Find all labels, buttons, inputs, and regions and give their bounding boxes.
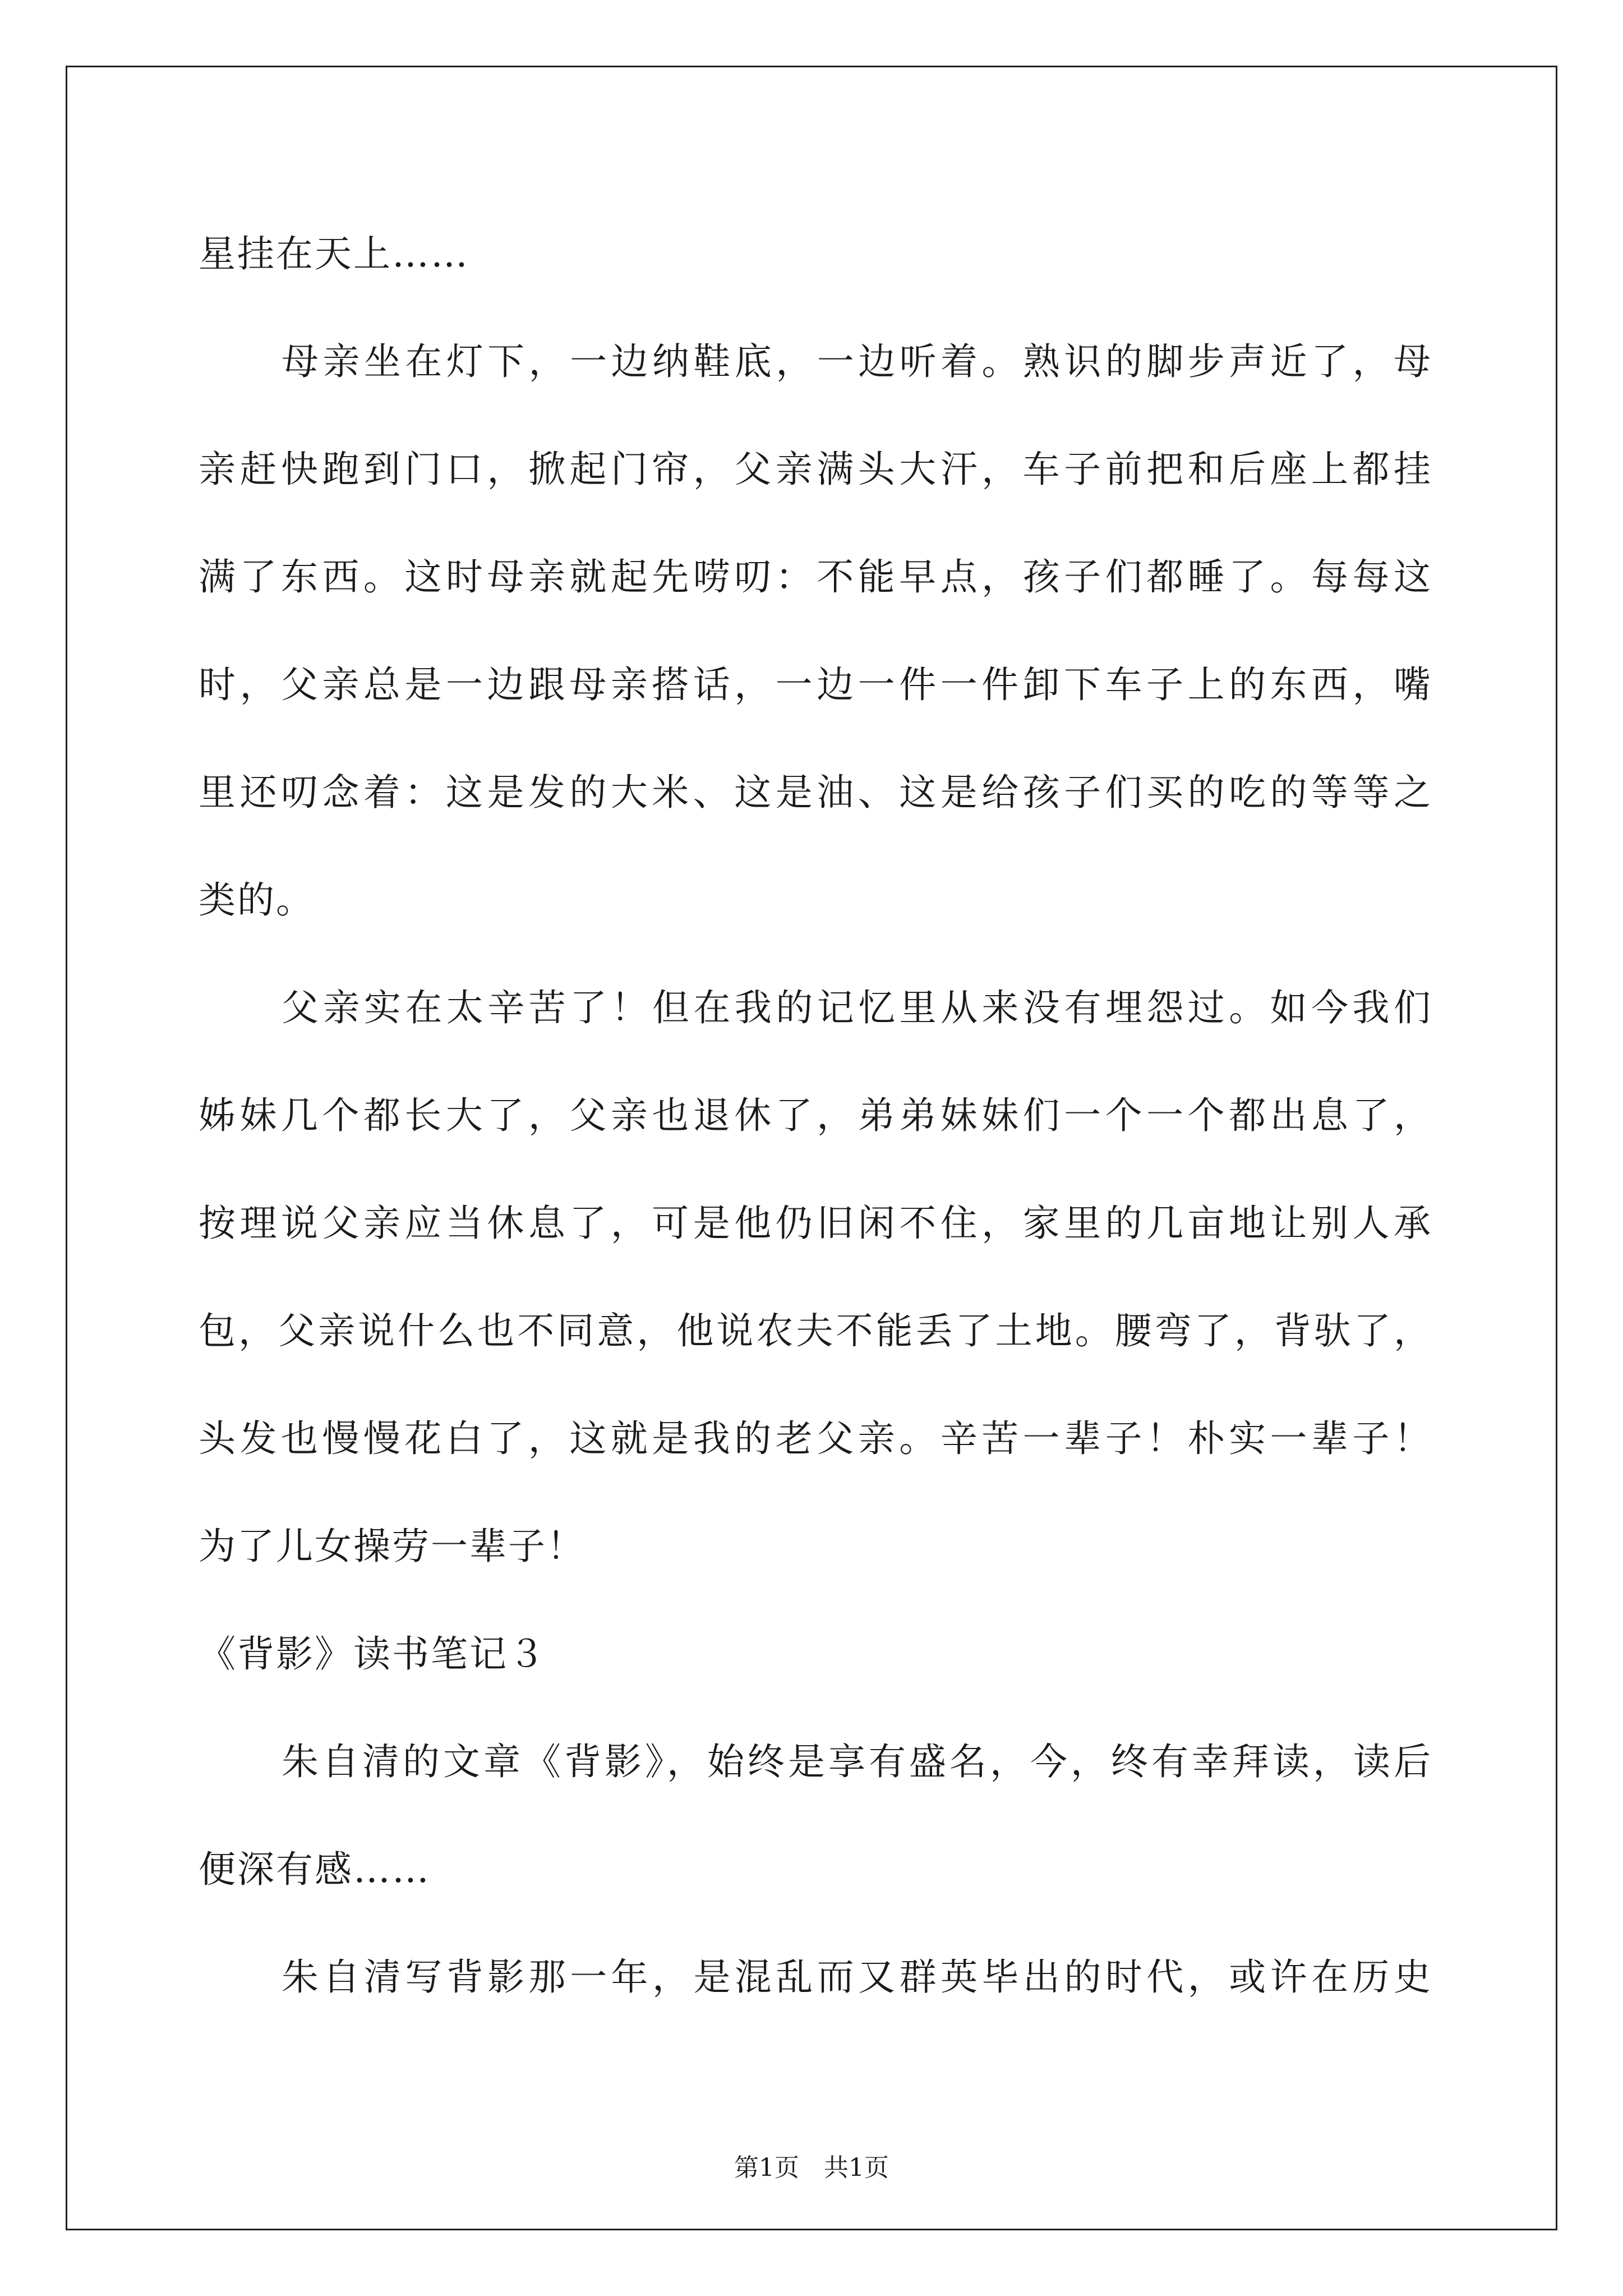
text-line: 母亲坐在灯下，一边纳鞋底，一边听着。熟识的脚步声近了，母	[282, 340, 1432, 383]
text-line: 朱自清写背影那一年，是混乱而又群英毕出的时代，或许在历史	[282, 1955, 1432, 1999]
text-line: 便深有感……	[199, 1848, 431, 1891]
page-footer: 第1页 共1页	[734, 2154, 889, 2182]
text-line: 头发也慢慢花白了，这就是我的老父亲。辛苦一辈子！朴实一辈子！	[199, 1417, 1432, 1460]
document-body	[199, 200, 1432, 2031]
text-line: 为了儿女操劳一辈子！	[199, 1525, 585, 1568]
text-line: 时，父亲总是一边跟母亲搭话，一边一件一件卸下车子上的东西，嘴	[199, 663, 1432, 706]
text-line: 亲赶快跑到门口，掀起门帘，父亲满头大汗，车子前把和后座上都挂	[199, 448, 1432, 491]
section-heading: 《背影》读书笔记３	[199, 1632, 547, 1676]
text-line: 姊妹几个都长大了，父亲也退休了，弟弟妹妹们一个一个都出息了，	[199, 1094, 1432, 1137]
text-line: 按理说父亲应当休息了，可是他仍旧闲不住，家里的几亩地让别人承	[199, 1202, 1432, 1245]
text-line: 星挂在天上……	[199, 232, 469, 275]
text-line: 类的。	[199, 878, 315, 922]
text-line: 朱自清的文章《背影》，始终是享有盛名，今，终有幸拜读，读后	[282, 1740, 1432, 1783]
text-line: 里还叨念着：这是发的大米、这是油、这是给孩子们买的吃的等等之	[199, 771, 1432, 814]
text-line: 满了东西。这时母亲就起先唠叨：不能早点，孩子们都睡了。每每这	[199, 555, 1432, 599]
text-line: 包，父亲说什么也不同意，他说农夫不能丢了土地。腰弯了，背驮了，	[199, 1309, 1432, 1352]
text-line: 父亲实在太辛苦了！但在我的记忆里从来没有埋怨过。如今我们	[282, 986, 1432, 1029]
